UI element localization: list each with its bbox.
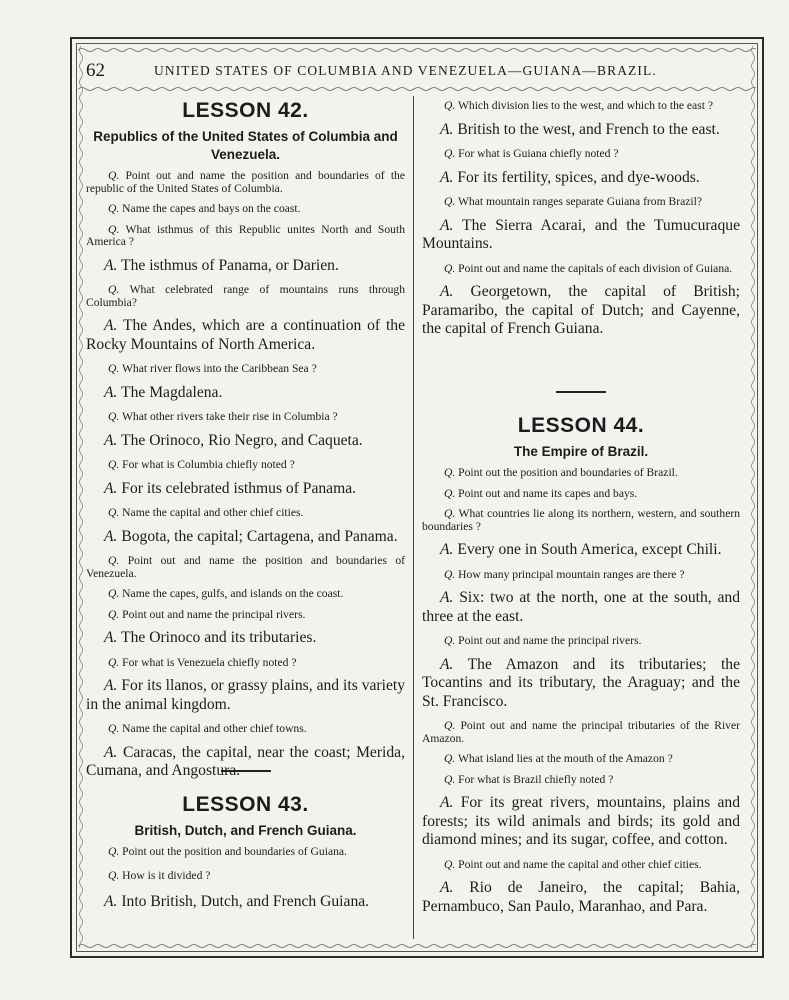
question: [422, 569, 740, 582]
answer-marker: A.: [104, 383, 118, 401]
question-marker: Q.: [444, 634, 456, 647]
answer-text: Rio de Janeiro, the capital; Bahia, Pernambuco, San Paulo, Maranhao, and Para.: [422, 879, 740, 915]
answer-text: For its great rivers, mountains, plains and forests; its wild animals and birds; its gold and diamond mines; and its sugar, coffee, and cotton.: [422, 794, 740, 848]
answer-marker: A.: [104, 743, 118, 761]
question-text: How many principal mountain ranges are there ?: [455, 567, 685, 581]
answer-marker: A.: [440, 655, 454, 673]
question-marker: Q.: [444, 719, 456, 732]
answer-text: For its celebrated isthmus of Panama.: [117, 479, 357, 497]
answer: [86, 893, 405, 912]
question: [86, 555, 405, 580]
question-marker: Q.: [444, 466, 456, 479]
qa-list: [86, 846, 405, 912]
question: [86, 609, 405, 622]
question-text: Point out and name the principal tributaries of the River Amazon.: [422, 719, 740, 745]
question: [422, 720, 740, 745]
question-text: For what is Columbia chiefly noted ?: [119, 458, 295, 471]
question-marker: Q.: [108, 868, 120, 882]
answer-marker: A.: [440, 794, 454, 811]
answer-marker: A.: [440, 216, 454, 234]
page-number: 62: [86, 60, 105, 81]
answer: [422, 169, 740, 188]
question-text: Which division lies to the west, and which to the east ?: [455, 99, 713, 112]
left-column: [86, 98, 405, 938]
answer-text: The Magdalena.: [117, 383, 223, 401]
answer: [422, 794, 740, 850]
question-text: For what is Guiana chiefly noted ?: [455, 147, 619, 160]
answer-marker: A.: [440, 168, 454, 186]
question-marker: Q.: [108, 410, 120, 423]
question-text: Name the capital and other chief cities.: [119, 506, 304, 519]
page-header: [86, 60, 736, 82]
answer: [86, 257, 405, 276]
question: [86, 363, 405, 376]
ornament-top: [78, 46, 756, 54]
answer: [422, 879, 740, 916]
question-text: What river flows into the Caribbean Sea ?: [119, 362, 317, 375]
answer-text: Into British, Dutch, and French Guiana.: [117, 893, 370, 910]
question: [422, 467, 740, 480]
answer: [422, 121, 740, 140]
question-marker: Q.: [108, 362, 120, 375]
question-marker: Q.: [444, 147, 456, 160]
lesson-heading: LESSON 44.: [517, 414, 645, 437]
question-text: Point out and name the position and boundaries of Venezuela.: [86, 554, 405, 580]
qa-list: [422, 100, 740, 339]
question-text: What isthmus of this Republic unites North and South America ?: [86, 222, 405, 248]
qa-list: [422, 467, 740, 916]
question: [86, 657, 405, 670]
question-text: What other rivers take their rise in Columbia ?: [119, 410, 338, 423]
running-title: UNITED STATES OF COLUMBIA AND VENEZUELA—GUIANA—BRAZIL.: [154, 63, 657, 78]
answer-marker: A.: [104, 527, 118, 545]
answer-marker: A.: [440, 120, 454, 138]
question: [86, 870, 405, 883]
answer-text: The Orinoco, Rio Negro, and Caqueta.: [117, 431, 363, 449]
qa-list: [86, 170, 405, 781]
question: [422, 508, 740, 533]
question: [86, 507, 405, 520]
answer: [422, 283, 740, 339]
lesson-44: [422, 391, 740, 925]
question: [86, 588, 405, 601]
lesson-subheading: Republics of the United States of Columbia and Venezuela.: [93, 129, 398, 162]
question-marker: Q.: [444, 195, 456, 208]
answer-text: For its llanos, or grassy plains, and its variety in the animal kingdom.: [86, 677, 405, 713]
question-text: What mountain ranges separate Guiana from Brazil?: [455, 195, 702, 208]
lesson-heading: LESSON 43.: [182, 793, 309, 816]
section-rule: [556, 391, 606, 393]
answer-marker: A.: [440, 283, 454, 300]
answer-text: Six: two at the north, one at the south, and three at the east.: [422, 589, 740, 625]
lesson-42: [86, 98, 405, 790]
question-marker: Q.: [108, 283, 120, 296]
question: [422, 859, 740, 872]
question-marker: Q.: [108, 655, 120, 669]
question-text: Name the capes, gulfs, and islands on the coast.: [119, 587, 344, 600]
question-text: Point out and name the capital and other chief cities.: [455, 857, 702, 871]
question: [86, 224, 405, 249]
ornament-right: [749, 46, 757, 948]
answer-text: British to the west, and French to the east.: [453, 120, 720, 138]
answer-marker: A.: [104, 893, 118, 910]
question: [422, 196, 740, 209]
answer-marker: A.: [440, 589, 454, 606]
question-text: Point out and name the principal rivers.: [455, 634, 642, 647]
column-divider: [413, 96, 414, 939]
question-marker: Q.: [108, 845, 120, 858]
question-text: Point out and name its capes and bays.: [455, 486, 638, 500]
question-marker: Q.: [108, 587, 120, 600]
question-marker: Q.: [108, 169, 120, 182]
question-text: Point out and name the principal rivers.: [119, 607, 306, 621]
answer-marker: A.: [104, 629, 118, 646]
question-marker: Q.: [444, 486, 456, 500]
answer-text: The Orinoco and its tributaries.: [117, 629, 317, 646]
question: [422, 635, 740, 648]
question-text: Name the capes and bays on the coast.: [119, 202, 301, 215]
answer: [86, 528, 405, 547]
question: [422, 263, 740, 276]
question-text: What island lies at the mouth of the Amazon ?: [455, 752, 673, 765]
lesson-subheading: British, Dutch, and French Guiana.: [134, 823, 357, 838]
question-marker: Q.: [108, 458, 120, 471]
question: [86, 723, 405, 736]
question: [86, 203, 405, 216]
question-marker: Q.: [444, 261, 456, 275]
question: [422, 488, 740, 501]
lesson-subheading: The Empire of Brazil.: [513, 444, 649, 459]
answer-marker: A.: [440, 541, 454, 558]
answer-text: Bogota, the capital; Cartagena, and Panama.: [117, 527, 398, 545]
question: [422, 753, 740, 766]
section-rule: [221, 770, 271, 772]
answer: [422, 541, 740, 560]
answer: [86, 384, 405, 403]
question-marker: Q.: [444, 772, 456, 786]
answer: [422, 589, 740, 626]
answer-marker: A.: [104, 431, 118, 449]
question: [86, 846, 405, 859]
question-text: How is it divided ?: [119, 868, 211, 882]
question-text: What celebrated range of mountains runs through Columbia?: [86, 283, 405, 309]
question: [86, 170, 405, 195]
answer-text: For its fertility, spices, and dye-woods.: [453, 168, 700, 186]
ornament-bottom: [78, 942, 756, 950]
question-marker: Q.: [108, 506, 120, 519]
answer-marker: A.: [104, 479, 118, 497]
question-marker: Q.: [108, 722, 120, 735]
question-text: Point out the position and boundaries of Brazil.: [455, 466, 678, 479]
question: [422, 774, 740, 787]
ornament-left: [77, 46, 85, 948]
answer-marker: A.: [104, 317, 118, 334]
question-marker: Q.: [108, 202, 120, 215]
answer-text: Georgetown, the capital of British; Paramaribo, the capital of Dutch; and Cayenne, the capital of French Guiana.: [422, 283, 740, 337]
answer: [86, 432, 405, 451]
answer: [86, 677, 405, 714]
answer: [422, 656, 740, 712]
answer-text: The Sierra Acarai, and the Tumucuraque Mountains.: [422, 216, 740, 252]
answer: [86, 629, 405, 648]
question: [86, 284, 405, 309]
question-marker: Q.: [444, 507, 456, 520]
answer: [422, 217, 740, 254]
question: [86, 411, 405, 424]
ornament-header-rule: [78, 85, 756, 93]
answer-marker: A.: [104, 677, 118, 694]
answer-text: The Amazon and its tributaries; the Tocantins and its tributary, the Araguay; and the St. Francisco.: [422, 655, 740, 710]
lesson-43-continued: [422, 100, 740, 348]
question: [422, 100, 740, 113]
question-text: For what is Venezuela chiefly noted ?: [119, 655, 297, 669]
question-marker: Q.: [444, 99, 456, 112]
answer-marker: A.: [440, 879, 454, 896]
question-marker: Q.: [444, 857, 456, 871]
answer: [86, 480, 405, 499]
answer-marker: A.: [104, 256, 118, 274]
question: [86, 459, 405, 472]
lesson-43: [86, 770, 405, 920]
question-text: What countries lie along its northern, western, and southern boundaries ?: [422, 507, 740, 533]
answer-text: Every one in South America, except Chili.: [453, 541, 722, 558]
question-marker: Q.: [108, 554, 120, 567]
lesson-heading: LESSON 42.: [182, 99, 309, 122]
question-text: Point out the position and boundaries of Guiana.: [119, 845, 347, 858]
answer-text: The isthmus of Panama, or Darien.: [117, 256, 339, 274]
question-text: Point out and name the capitals of each division of Guiana.: [455, 261, 733, 275]
question-marker: Q.: [108, 607, 120, 621]
question-text: Point out and name the position and boundaries of the republic of the United States of Columbia.: [86, 169, 405, 195]
question-marker: Q.: [444, 752, 456, 765]
question-marker: Q.: [108, 222, 120, 236]
answer-text: Caracas, the capital, near the coast; Merida, Cumana, and Angostura.: [86, 743, 405, 779]
answer: [86, 317, 405, 354]
right-column: [422, 98, 740, 938]
question-marker: Q.: [444, 567, 456, 581]
question: [422, 148, 740, 161]
question-text: Name the capital and other chief towns.: [119, 722, 307, 735]
question-text: For what is Brazil chiefly noted ?: [455, 772, 614, 786]
answer-text: The Andes, which are a continuation of the Rocky Mountains of North America.: [86, 317, 405, 353]
